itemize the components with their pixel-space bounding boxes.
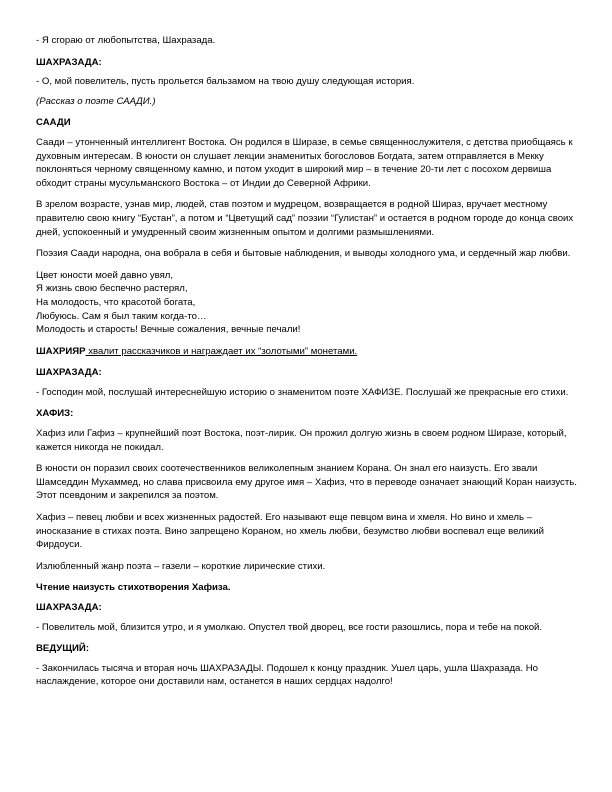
stage-direction-recital: Чтение наизусть стихотворения Хафиза. xyxy=(36,582,231,594)
speaker-heading-shahrazada: ШАХРАЗАДА: xyxy=(36,602,102,613)
speaker-heading-host: ВЕДУЩИЙ: xyxy=(36,643,90,655)
document-page xyxy=(36,34,578,697)
poem-line: Любуюсь. Сам я был таким когда-то… xyxy=(36,310,207,322)
poem-block xyxy=(36,269,578,337)
poem-line: Цвет юности моей давно увял, xyxy=(36,269,174,281)
paragraph-balsam: - О, мой повелитель, пусть прольется бальзамом на твою душу следующая история. xyxy=(36,76,415,88)
section-heading-saadi: СААДИ xyxy=(36,117,71,129)
stage-direction-text: хвалит рассказчиков и награждает их “золотыми” монетами. xyxy=(85,345,358,357)
poem-line: Я жизнь свою беспечно растерял, xyxy=(36,283,188,295)
stage-note-saadi: (Рассказ о поэте СААДИ.) xyxy=(36,95,156,107)
speaker-heading-shahrazada: ШАХРАЗАДА: xyxy=(36,56,102,68)
poem-line: Молодость и старость! Вечные сожаления, вечные печали! xyxy=(36,324,301,336)
paragraph-saadi-poetry: Поэзия Саади народна, она вобрала в себя и бытовые наблюдения, и выводы холодного ума, и сердечный жар любви. xyxy=(36,248,571,260)
paragraph-hafiz-intro: - Господин мой, послушай интереснейшую историю о знаменитом поэте ХАФИЗЕ. Послушай же прекрасные его стихи. xyxy=(36,386,569,398)
paragraph-hafiz-genre: Излюбленный жанр поэта – газели – короткие лирические стихи. xyxy=(36,560,326,572)
stage-direction-shahriyar xyxy=(36,345,578,359)
paragraph-saadi-maturity: В зрелом возрасте, узнав мир, людей, став поэтом и мудрецом, возвращается в родной Шираз, вручает местному правителю свою книгу “Бустан”, а потом и “Цветущий сад” поэзии “Гулистан” и остается в родном городе до конца своих дней, успокоенный и умудренный своим жизненным опытом и долгими размышлениями. xyxy=(36,199,574,238)
paragraph-morning: - Повелитель мой, близится утро, и я умолкаю. Опустел твой дворец, все гости разошлись, пора и тебе на покой. xyxy=(36,621,543,633)
poem-line: На молодость, что красотой богата, xyxy=(36,296,196,308)
paragraph-hafiz-love: Хафиз – певец любви и всех жизненных радостей. Его называют еще певцом вина и хмеля. Но вино и хмель – иносказание в стихах поэта. Вино запрещено Кораном, но хмель любви, безумство любви воспевал еще великий Фирдоуси. xyxy=(36,512,544,551)
paragraph-ending: - Закончилась тысяча и вторая ночь ШАХРАЗАДЫ. Подошел к концу праздник. Ушел царь, ушла Шахразада. Но наслаждение, которое они доставили нам, останется в наших сердцах надолго! xyxy=(36,662,538,688)
section-heading-hafiz: ХАФИЗ: xyxy=(36,408,74,420)
speaker-name-shahriyar: ШАХРИЯР xyxy=(36,345,86,357)
paragraph-curiosity: - Я сгораю от любопытства, Шахразада. xyxy=(36,35,216,46)
paragraph-hafiz-bio: Хафиз или Гафиз – крупнейший поэт Востока, поэт-лирик. Он прожил долгую жизнь в своем родном Ширазе, который, кажется никогда не покидал. xyxy=(36,428,567,453)
paragraph-saadi-bio: Саади – утонченный интеллигент Востока. Он родился в Ширазе, в семье священнослужителя, с детства приобщаясь к духовным интересам. В юности он слушает лекции знаменитых богословов Богдата, затем отправляется в Мекку поклоняться черному священному камню, и потом уходит в широкий мир – в течение 20-ти лет с посохом дервиша обходит страны мусульманского Востока – от Индии до Северной Африки. xyxy=(36,136,573,189)
paragraph-hafiz-youth: В юности он поразил своих соотечественников великолепным знанием Корана. Он знал его наизусть. Его звали Шамседдин Мухаммед, но слава присвоила ему другое имя – Хафиз, что в переводе означает знающий Коран наизусть. Этот псевдоним и закрепился за поэтом. xyxy=(36,463,577,502)
speaker-heading-shahrazada: ШАХРАЗАДА: xyxy=(36,367,102,379)
